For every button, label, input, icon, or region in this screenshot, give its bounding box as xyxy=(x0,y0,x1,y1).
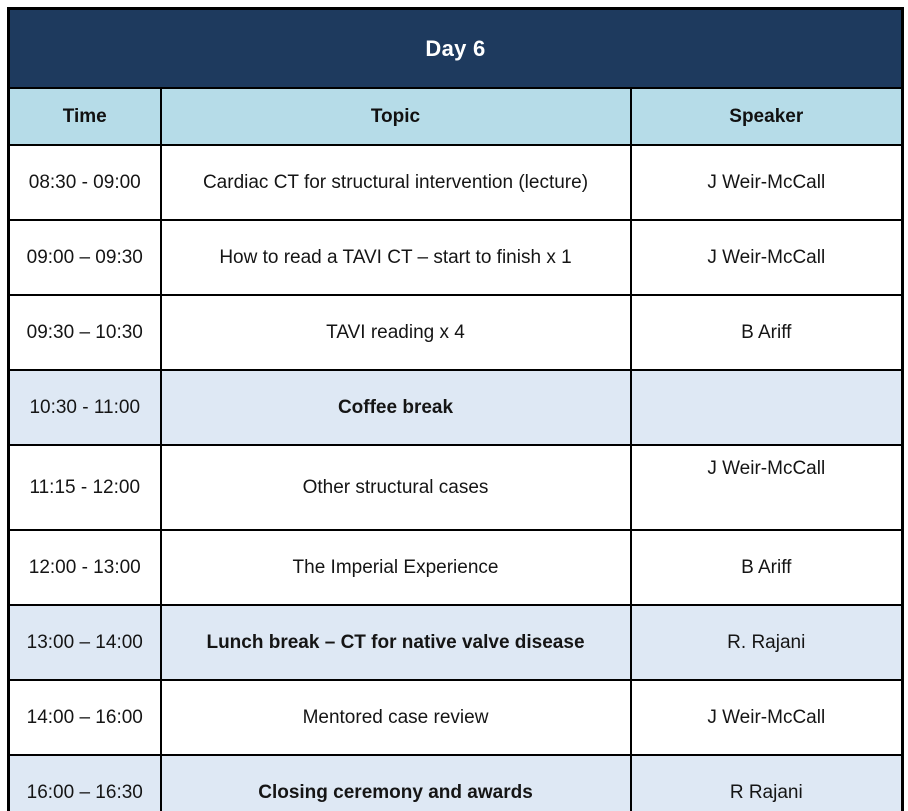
schedule-row xyxy=(9,145,903,220)
topic-cell: How to read a TAVI CT – start to finish x 1 xyxy=(161,220,631,295)
schedule-row-break xyxy=(9,370,903,445)
time-cell: 09:00 – 09:30 xyxy=(9,220,161,295)
time-cell: 11:15 - 12:00 xyxy=(9,445,161,530)
topic-cell: Cardiac CT for structural intervention (lecture) xyxy=(161,145,631,220)
column-header-topic: Topic xyxy=(161,88,631,145)
topic-cell: The Imperial Experience xyxy=(161,530,631,605)
time-cell: 13:00 – 14:00 xyxy=(9,605,161,680)
day6-schedule-table xyxy=(7,7,904,811)
speaker-cell: R. Rajani xyxy=(631,605,903,680)
speaker-cell: B Ariff xyxy=(631,295,903,370)
time-cell: 12:00 - 13:00 xyxy=(9,530,161,605)
schedule-row xyxy=(9,680,903,755)
speaker-cell: J Weir-McCall xyxy=(631,680,903,755)
time-cell: 16:00 – 16:30 xyxy=(9,755,161,811)
speaker-cell: J Weir-McCall xyxy=(631,445,903,530)
column-header-time: Time xyxy=(9,88,161,145)
schedule-row xyxy=(9,445,903,530)
topic-cell: Mentored case review xyxy=(161,680,631,755)
schedule-row xyxy=(9,530,903,605)
speaker-cell: J Weir-McCall xyxy=(631,220,903,295)
time-cell: 09:30 – 10:30 xyxy=(9,295,161,370)
time-cell: 14:00 – 16:00 xyxy=(9,680,161,755)
topic-cell: Closing ceremony and awards xyxy=(161,755,631,811)
time-cell: 10:30 - 11:00 xyxy=(9,370,161,445)
time-cell: 08:30 - 09:00 xyxy=(9,145,161,220)
schedule-row xyxy=(9,220,903,295)
day-title: Day 6 xyxy=(9,9,903,89)
topic-cell: Lunch break – CT for native valve disease xyxy=(161,605,631,680)
topic-cell: Coffee break xyxy=(161,370,631,445)
speaker-cell xyxy=(631,370,903,445)
schedule-row-break xyxy=(9,605,903,680)
speaker-cell: J Weir-McCall xyxy=(631,145,903,220)
schedule-row-break xyxy=(9,755,903,811)
speaker-cell: B Ariff xyxy=(631,530,903,605)
topic-cell: Other structural cases xyxy=(161,445,631,530)
column-header-row xyxy=(9,88,903,145)
column-header-speaker: Speaker xyxy=(631,88,903,145)
speaker-cell: R Rajani xyxy=(631,755,903,811)
title-row xyxy=(9,9,903,89)
topic-cell: TAVI reading x 4 xyxy=(161,295,631,370)
schedule-row xyxy=(9,295,903,370)
